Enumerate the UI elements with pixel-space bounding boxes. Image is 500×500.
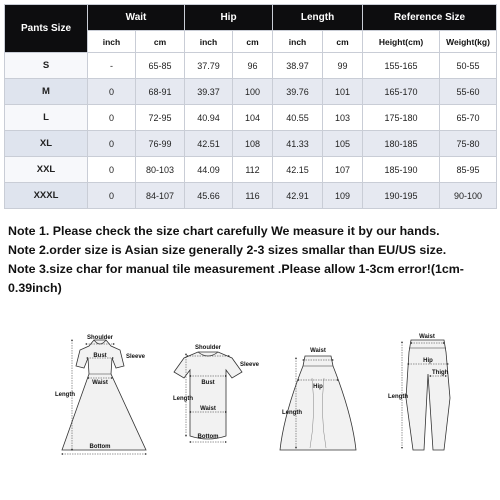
length-inch-cell: 41.33: [273, 131, 323, 157]
length-inch-cell: 39.76: [273, 79, 323, 105]
hip-inch-cell: 42.51: [185, 131, 233, 157]
hip-cm-cell: 116: [233, 183, 273, 209]
skirt-diagram: [280, 348, 356, 450]
table-row: [5, 53, 497, 79]
length-group-header: Length: [273, 5, 363, 31]
weight-cell: 55-60: [440, 79, 497, 105]
unit-header: cm: [136, 31, 185, 53]
height-cell: 180-185: [363, 131, 440, 157]
pants-hip-label: Hip: [423, 358, 433, 364]
top-diagram: [173, 345, 260, 442]
length-cm-cell: 109: [323, 183, 363, 209]
hip-cm-cell: 96: [233, 53, 273, 79]
top-waist-label: Waist: [200, 406, 216, 412]
size-table-body: [5, 53, 497, 209]
top-shoulder-label: Shoulder: [194, 345, 222, 351]
dress-sleeve-label: Sleeve: [126, 354, 146, 360]
weight-cell: 75-80: [440, 131, 497, 157]
unit-header: inch: [88, 31, 136, 53]
waist-inch-cell: 0: [88, 131, 136, 157]
unit-header: Height(cm): [363, 31, 440, 53]
pants-size-header: Pants Size: [5, 5, 88, 53]
notes: [8, 222, 496, 298]
waist-inch-cell: -: [88, 53, 136, 79]
skirt-length-label: Length: [282, 410, 302, 416]
skirt-hip-label: Hip: [313, 384, 323, 390]
note-2: Note 2.order size is Asian size generally 2-3 sizes smallar than EU/US size.: [8, 243, 447, 257]
hip-cm-cell: 104: [233, 105, 273, 131]
dress-bottom-label: Bottom: [89, 444, 111, 450]
measurement-diagrams: [0, 318, 500, 500]
weight-cell: 65-70: [440, 105, 497, 131]
weight-cell: 50-55: [440, 53, 497, 79]
hip-inch-cell: 39.37: [185, 79, 233, 105]
top-length-label: Length: [173, 396, 193, 402]
hip-inch-cell: 37.79: [185, 53, 233, 79]
length-cm-cell: 105: [323, 131, 363, 157]
length-cm-cell: 101: [323, 79, 363, 105]
dress-shoulder-label: Shoulder: [86, 335, 114, 341]
waist-cm-cell: 65-85: [136, 53, 185, 79]
note-3: Note 3.size char for manual tile measurement .Please allow 1-3cm error!(1cm-0.39inch): [8, 262, 464, 295]
waist-cm-cell: 84-107: [136, 183, 185, 209]
top-bottom-label: Bottom: [197, 434, 219, 440]
size-label: M: [5, 79, 88, 105]
top-bust-label: Bust: [201, 380, 215, 386]
hip-cm-cell: 100: [233, 79, 273, 105]
pants-diagram: [388, 334, 450, 450]
waist-cm-cell: 72-95: [136, 105, 185, 131]
length-inch-cell: 40.55: [273, 105, 323, 131]
length-inch-cell: 42.15: [273, 157, 323, 183]
pants-shape: [406, 340, 450, 450]
waist-inch-cell: 0: [88, 79, 136, 105]
dress-bust-label: Bust: [93, 353, 107, 359]
unit-header: inch: [273, 31, 323, 53]
hip-group-header: Hip: [185, 5, 273, 31]
dress-waist-label: Waist: [92, 380, 108, 386]
weight-cell: 85-95: [440, 157, 497, 183]
unit-header: cm: [233, 31, 273, 53]
height-cell: 175-180: [363, 105, 440, 131]
waist-cm-cell: 68-91: [136, 79, 185, 105]
hip-cm-cell: 108: [233, 131, 273, 157]
hip-inch-cell: 45.66: [185, 183, 233, 209]
skirt-waist-label: Waist: [310, 348, 326, 354]
note-1: Note 1. Please check the size chart carefully We measure it by our hands.: [8, 224, 440, 238]
reference-size-group-header: Reference Size: [363, 5, 497, 31]
waist-group-header: Wait: [88, 5, 185, 31]
waist-cm-cell: 76-99: [136, 131, 185, 157]
table-row: [5, 131, 497, 157]
top-sleeve-label: Sleeve: [240, 362, 260, 368]
waist-inch-cell: 0: [88, 105, 136, 131]
height-cell: 190-195: [363, 183, 440, 209]
table-row: [5, 183, 497, 209]
length-inch-cell: 42.91: [273, 183, 323, 209]
unit-header: cm: [323, 31, 363, 53]
length-cm-cell: 107: [323, 157, 363, 183]
size-label: XXXL: [5, 183, 88, 209]
hip-inch-cell: 40.94: [185, 105, 233, 131]
table-row: [5, 79, 497, 105]
size-label: L: [5, 105, 88, 131]
skirt-shape: [280, 356, 356, 450]
size-label: XL: [5, 131, 88, 157]
pants-waist-label: Waist: [419, 334, 435, 340]
height-cell: 185-190: [363, 157, 440, 183]
table-row: [5, 105, 497, 131]
size-label: S: [5, 53, 88, 79]
dress-length-label: Length: [55, 392, 75, 398]
waist-cm-cell: 80-103: [136, 157, 185, 183]
dress-diagram: [55, 335, 146, 454]
hip-cm-cell: 112: [233, 157, 273, 183]
height-cell: 155-165: [363, 53, 440, 79]
waist-inch-cell: 0: [88, 183, 136, 209]
unit-header: Weight(kg): [440, 31, 497, 53]
length-inch-cell: 38.97: [273, 53, 323, 79]
pants-length-label: Length: [388, 394, 408, 400]
table-row: [5, 157, 497, 183]
hip-inch-cell: 44.09: [185, 157, 233, 183]
pants-thigh-label: Thigh: [432, 370, 449, 376]
waist-inch-cell: 0: [88, 157, 136, 183]
weight-cell: 90-100: [440, 183, 497, 209]
unit-header: inch: [185, 31, 233, 53]
length-cm-cell: 99: [323, 53, 363, 79]
size-label: XXL: [5, 157, 88, 183]
length-cm-cell: 103: [323, 105, 363, 131]
measurement-diagrams-svg: [0, 318, 500, 500]
height-cell: 165-170: [363, 79, 440, 105]
size-chart-table: [4, 4, 497, 209]
